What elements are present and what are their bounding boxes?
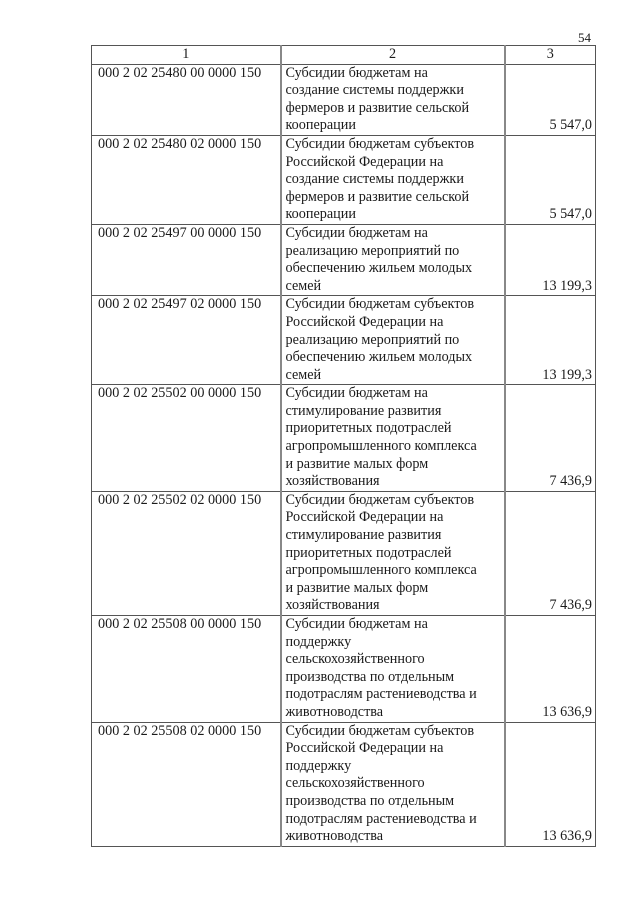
description-line: кооперации (285, 117, 356, 134)
description-line: кооперации (285, 206, 356, 223)
description-line: и развитие малых форм (285, 455, 429, 472)
amount-cell: 13 199,3 (505, 224, 596, 295)
description-line: Субсидии бюджетам на (285, 64, 428, 81)
description-line: хозяйствования (285, 597, 380, 614)
description-line: семей (285, 277, 322, 294)
table-row (92, 491, 596, 615)
description-line: стимулирование развития (285, 527, 442, 544)
description-cell (281, 64, 505, 135)
amount-cell: 13 636,9 (505, 616, 596, 723)
description-line: реализацию мероприятий по (285, 331, 460, 348)
description-line: животноводства (285, 828, 384, 845)
budget-code-cell: 000 2 02 25497 02 0000 150 (92, 296, 281, 385)
description-line: Субсидии бюджетам на (285, 616, 428, 632)
description-cell (281, 135, 505, 224)
description-line: обеспечению жильем молодых (285, 349, 473, 366)
table-row (92, 722, 596, 846)
description-cell (281, 616, 505, 723)
description-line: Российской Федерации на (285, 509, 444, 526)
description-line: сельскохозяйственного (285, 651, 425, 668)
amount-cell: 5 547,0 (505, 135, 596, 224)
description-line: подотраслям растениеводства и (285, 686, 477, 703)
table-body (92, 64, 596, 846)
description-line: приоритетных подотраслей (285, 420, 452, 437)
description-line: производства по отдельным (285, 792, 455, 809)
description-line: поддержку (285, 757, 352, 774)
description-line: создание системы поддержки (285, 171, 464, 188)
description-line: Российской Федерации на (285, 153, 444, 170)
description-cell (281, 296, 505, 385)
description-line: стимулирование развития (285, 402, 442, 419)
amount-cell: 7 436,9 (505, 385, 596, 492)
table-row (92, 296, 596, 385)
budget-table (91, 45, 596, 847)
table-row (92, 224, 596, 295)
budget-code-cell: 000 2 02 25508 02 0000 150 (92, 722, 281, 846)
description-line: фермеров и развитие сельской (285, 188, 470, 205)
description-line: реализацию мероприятий по (285, 242, 460, 259)
description-line: Субсидии бюджетам на (285, 224, 428, 241)
description-line: Российской Федерации на (285, 740, 444, 757)
column-header-1: 1 (92, 46, 281, 65)
description-line: подотраслям растениеводства и (285, 810, 477, 827)
description-line: поддержку (285, 633, 352, 650)
description-line: Субсидии бюджетам на (285, 385, 428, 402)
description-line: сельскохозяйственного (285, 775, 425, 792)
budget-code-cell: 000 2 02 25502 02 0000 150 (92, 491, 281, 615)
description-line: Субсидии бюджетам субъектов (285, 491, 475, 508)
description-line: Субсидии бюджетам субъектов (285, 722, 475, 739)
header-row (92, 46, 596, 65)
description-cell (281, 491, 505, 615)
budget-code-cell: 000 2 02 25480 00 0000 150 (92, 64, 281, 135)
description-cell (281, 385, 505, 492)
description-line: производства по отдельным (285, 668, 455, 685)
table-row (92, 64, 596, 135)
description-line: семей (285, 366, 322, 383)
description-cell (281, 722, 505, 846)
table-row (92, 135, 596, 224)
description-line: животноводства (285, 703, 384, 720)
description-cell (281, 224, 505, 295)
description-line: Субсидии бюджетам субъектов (285, 296, 475, 313)
page-number: 54 (578, 30, 591, 45)
description-line: Субсидии бюджетам субъектов (285, 135, 475, 152)
amount-cell: 13 199,3 (505, 296, 596, 385)
budget-code-cell: 000 2 02 25480 02 0000 150 (92, 135, 281, 224)
description-line: и развитие малых форм (285, 579, 429, 596)
description-line: агропромышленного комплекса (285, 562, 477, 579)
amount-cell: 7 436,9 (505, 491, 596, 615)
column-header-2: 2 (281, 46, 505, 65)
amount-cell: 5 547,0 (505, 64, 596, 135)
budget-code-cell: 000 2 02 25508 00 0000 150 (92, 616, 281, 723)
description-line: приоритетных подотраслей (285, 544, 452, 561)
description-line: Российской Федерации на (285, 313, 444, 330)
table-row (92, 616, 596, 723)
column-header-3: 3 (505, 46, 596, 65)
description-line: фермеров и развитие сельской (285, 99, 470, 116)
description-line: обеспечению жильем молодых (285, 260, 473, 277)
description-line: агропромышленного комплекса (285, 438, 477, 455)
description-line: хозяйствования (285, 473, 380, 490)
description-line: создание системы поддержки (285, 82, 464, 99)
table-row (92, 385, 596, 492)
budget-code-cell: 000 2 02 25497 00 0000 150 (92, 224, 281, 295)
amount-cell: 13 636,9 (505, 722, 596, 846)
budget-code-cell: 000 2 02 25502 00 0000 150 (92, 385, 281, 492)
